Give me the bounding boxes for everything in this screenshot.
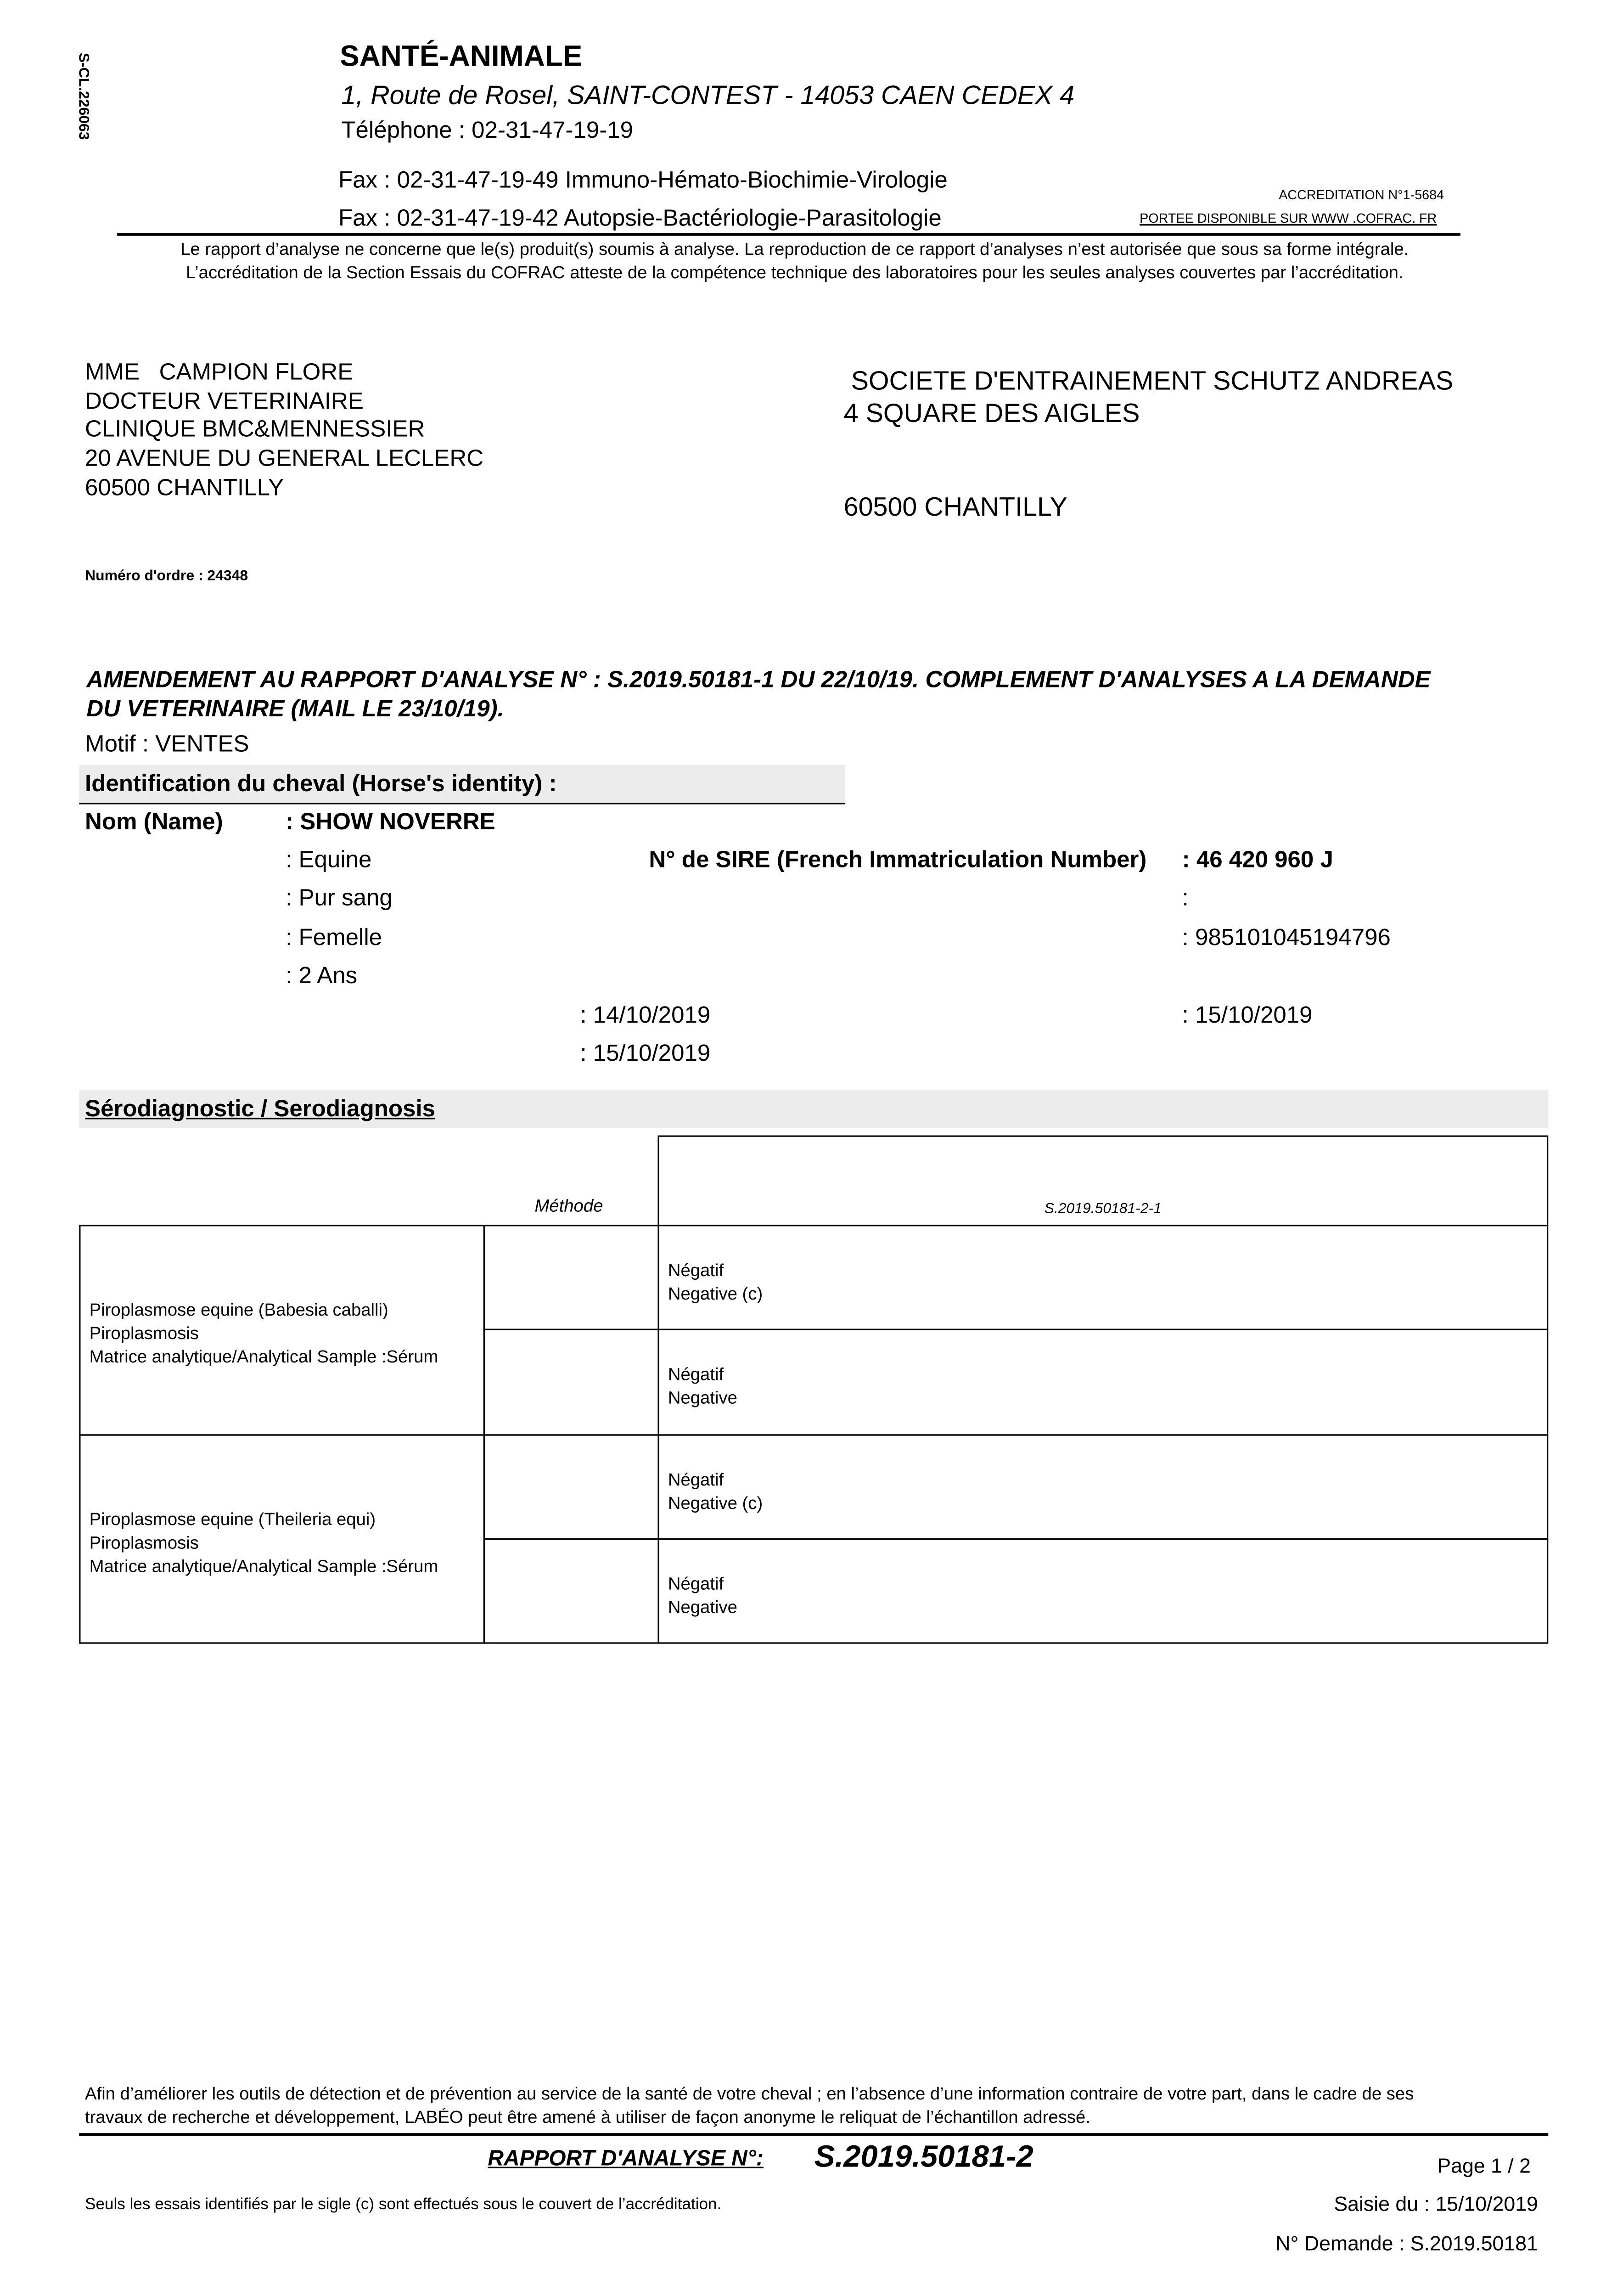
test-name: Piroplasmose equine (Theileria equi) <box>89 1509 376 1530</box>
test-name-en: Piroplasmosis <box>89 1532 199 1553</box>
result-en: Negative (c) <box>668 1493 763 1514</box>
age: : 2 Ans <box>286 964 358 989</box>
lab-address: 1, Route de Rosel, SAINT-CONTEST - 14053 CAEN CEDEX 4 <box>341 80 1075 110</box>
test-name-en: Piroplasmosis <box>89 1322 199 1344</box>
name-label: Nom (Name) <box>85 810 223 835</box>
result-fr: Négatif <box>668 1260 724 1281</box>
result-fr: Négatif <box>668 1573 724 1594</box>
cofrac-link[interactable]: PORTEE DISPONIBLE SUR WWW .COFRAC. FR <box>1140 211 1437 226</box>
demande-number: N° Demande : S.2019.50181 <box>1275 2231 1538 2255</box>
identity-section-title: Identification du cheval (Horse's identity) : <box>79 765 845 804</box>
recipient-line: DOCTEUR VETERINAIRE <box>85 389 364 414</box>
test-matrix: Matrice analytique/Analytical Sample :Sérum <box>89 1556 438 1576</box>
result-fr: Négatif <box>668 1469 724 1490</box>
page-number: Page 1 / 2 <box>1437 2153 1531 2177</box>
sample-header: S.2019.50181-2-1 <box>1044 1201 1162 1218</box>
disclaimer-1: Le rapport d’analyse ne concerne que le(s) produit(s) soumis à analyse. La reproduction de ce rapport d’analyses n’est autorisée que sous sa forme intégrale. <box>180 239 1409 259</box>
result-cell <box>657 1538 1548 1644</box>
method-cell <box>483 1538 659 1644</box>
order-number: Numéro d'ordre : 24348 <box>85 568 248 585</box>
serodiagnosis-title: Sérodiagnostic / Serodiagnosis <box>85 1097 436 1122</box>
footer-notice-2: travaux de recherche et développement, LABÉO peut être amené à utiliser de façon anonyme le reliquat de l’échantillon adressé. <box>85 2106 1091 2127</box>
result-en: Negative <box>668 1597 737 1618</box>
lab-fax-2: Fax : 02-31-47-19-42 Autopsie-Bactériologie-Parasitologie <box>338 206 942 232</box>
motif: Motif : VENTES <box>85 732 249 758</box>
sire-number: : 46 420 960 J <box>1182 848 1333 873</box>
method-cell <box>483 1329 659 1436</box>
sire-label: N° de SIRE (French Immatriculation Number) <box>649 848 1147 873</box>
recipient-line: CLINIQUE BMC&MENNESSIER <box>85 418 425 443</box>
lab-phone: Téléphone : 02-31-47-19-19 <box>341 118 634 144</box>
result-en: Negative (c) <box>668 1283 763 1304</box>
sex: : Femelle <box>286 926 382 951</box>
footer-notice-1: Afin d’améliorer les outils de détection et de prévention au service de la santé de votre cheval ; en l’absence d’une information contraire de votre part, dans le cadre de ses <box>85 2083 1414 2104</box>
recipient-line: MME CAMPION FLORE <box>85 360 354 386</box>
accreditation-number: ACCREDITATION N°1-5684 <box>1279 187 1444 203</box>
breed-right-value: : <box>1182 886 1189 912</box>
date-1-right: : 15/10/2019 <box>1182 1003 1313 1029</box>
result-cell <box>657 1225 1548 1330</box>
test-cell <box>79 1225 485 1435</box>
horse-name: : SHOW NOVERRE <box>286 810 495 835</box>
recipient-line: 60500 CHANTILLY <box>85 476 284 501</box>
header-divider <box>117 233 1460 236</box>
method-cell <box>483 1225 659 1330</box>
breed: : Pur sang <box>286 886 393 912</box>
result-en: Negative <box>668 1387 737 1408</box>
serodiagnosis-section-title <box>79 1090 1548 1128</box>
test-cell <box>79 1434 485 1643</box>
method-cell <box>483 1434 659 1540</box>
amendment-line-1: AMENDEMENT AU RAPPORT D'ANALYSE N° : S.2019.50181-1 DU 22/10/19. COMPLEMENT D'ANALYSES A LA DEMANDE <box>86 668 1431 693</box>
footer-divider <box>79 2133 1548 2136</box>
date-1: : 14/10/2019 <box>580 1003 711 1029</box>
lab-fax-1: Fax : 02-31-47-19-49 Immuno-Hémato-Biochimie-Virologie <box>338 168 948 194</box>
owner-name: SOCIETE D'ENTRAINEMENT SCHUTZ ANDREAS <box>843 366 1454 396</box>
result-cell <box>657 1329 1548 1436</box>
saisie-date: Saisie du : 15/10/2019 <box>1334 2191 1538 2215</box>
test-matrix: Matrice analytique/Analytical Sample :Sérum <box>89 1346 438 1367</box>
owner-street: 4 SQUARE DES AIGLES <box>843 398 1140 428</box>
side-code: S-CL.226063 <box>74 52 91 140</box>
species: : Equine <box>286 848 372 873</box>
owner-city: 60500 CHANTILLY <box>843 492 1068 522</box>
recipient-line: 20 AVENUE DU GENERAL LECLERC <box>85 447 484 472</box>
result-cell <box>657 1434 1548 1540</box>
accreditation-note: Seuls les essais identifiés par le sigle (c) sont effectués sous le couvert de l’accréditation. <box>85 2196 722 2214</box>
amendment-line-2: DU VETERINAIRE (MAIL LE 23/10/19). <box>86 697 504 722</box>
result-fr: Négatif <box>668 1364 724 1384</box>
recipient-address <box>85 359 483 503</box>
report-label: RAPPORT D'ANALYSE N°: <box>488 2146 764 2172</box>
chip-number: : 985101045194796 <box>1182 926 1391 951</box>
report-number: S.2019.50181-2 <box>814 2140 1033 2174</box>
lab-name: SANTÉ-ANIMALE <box>340 41 583 73</box>
date-2: : 15/10/2019 <box>580 1041 711 1067</box>
test-name: Piroplasmose equine (Babesia caballi) <box>89 1299 388 1320</box>
method-header: Méthode <box>534 1195 603 1216</box>
disclaimer-2: L’accréditation de la Section Essais du COFRAC atteste de la compétence technique des laboratoires pour les seules analyses couvertes par l’accréditation. <box>185 262 1404 283</box>
